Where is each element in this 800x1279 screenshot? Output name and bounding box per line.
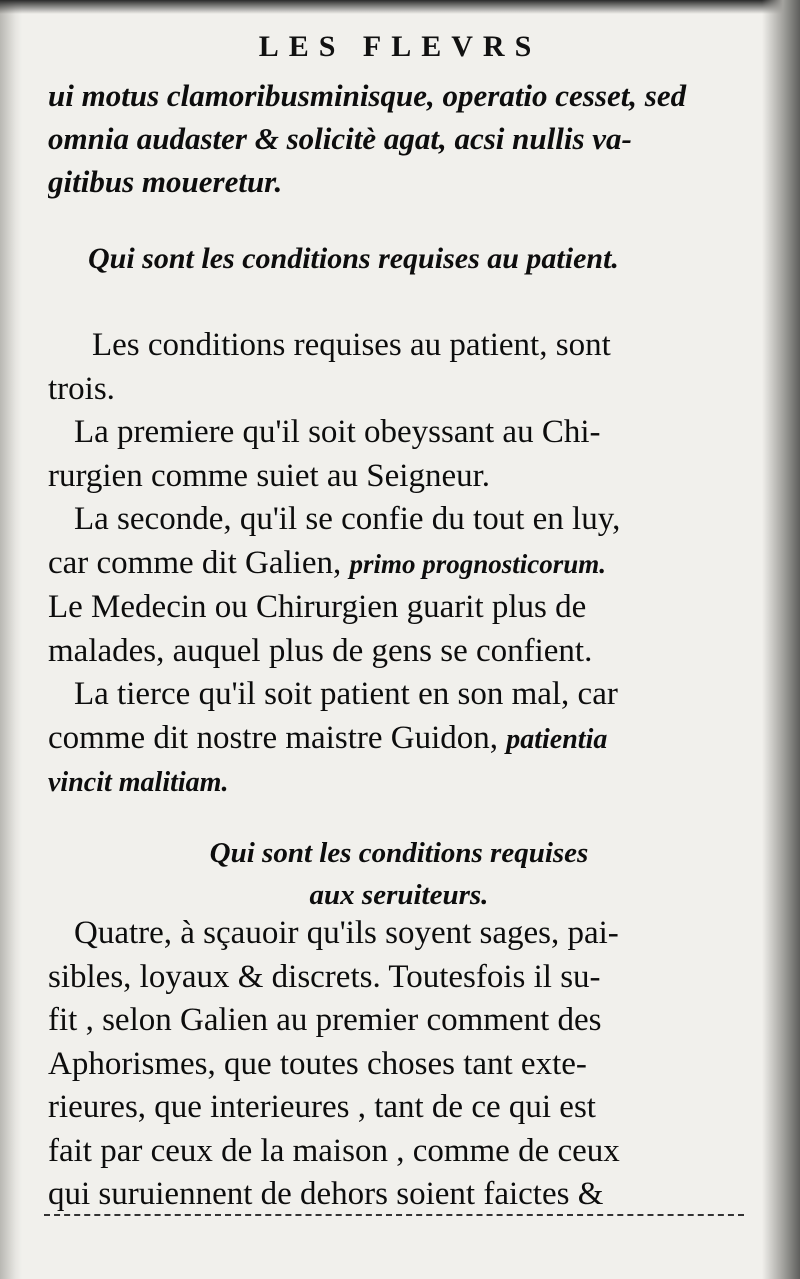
text-line: rurgien comme suiet au Seigneur.	[48, 457, 491, 494]
text-line: gitibus moueretur.	[48, 164, 283, 199]
text-line: Les conditions requises au patient, sont	[92, 327, 611, 363]
text-line: La seconde, qu'il se confie du tout en luy,	[74, 501, 621, 537]
text-line: sibles, loyaux & discrets. Toutesfois il su-	[48, 958, 601, 995]
text-line: La premiere qu'il soit obeyssant au Chi-	[74, 414, 601, 450]
latin-citation: primo prognosticorum.	[349, 548, 607, 579]
heading-line: Qui sont les conditions requises	[209, 837, 589, 869]
text-line: fit , selon Galien au premier comment des	[48, 1002, 602, 1038]
latin-paragraph	[48, 74, 750, 203]
text-line: ui motus clamoribusminisque, operatio cesset, sed	[48, 78, 687, 113]
text-line: omnia audaster & solicitè agat, acsi nullis va-	[48, 121, 632, 156]
text-line: qui suruiennent de dehors soient faictes &	[48, 1176, 604, 1212]
text-line: Le Medecin ou Chirurgien guarit plus de	[48, 589, 587, 625]
heading-line: aux seruiteurs.	[309, 879, 489, 911]
text-line: Aphorismes, que toutes choses tant exte-	[48, 1045, 587, 1082]
page-top-shadow	[0, 0, 800, 14]
text-segment: comme dit nostre maistre Guidon,	[48, 719, 507, 756]
text-line: La tierce qu'il soit patient en son mal, car	[74, 676, 618, 712]
text-line: malades, auquel plus de gens se confient.	[48, 632, 593, 669]
running-header: LES FLEVRS	[258, 30, 542, 63]
text-line: Quatre, à sçauoir qu'ils soyent sages, pai-	[74, 915, 619, 951]
text-line	[48, 542, 750, 587]
text-line: rieures, que interieures , tant de ce qui est	[48, 1089, 596, 1125]
text-line: fait par ceux de la maison , comme de ceux	[48, 1132, 620, 1169]
paragraph-serviteurs	[48, 912, 750, 1217]
text-line: trois.	[48, 370, 115, 407]
text-line	[48, 717, 750, 762]
latin-citation: patientia	[506, 723, 608, 755]
section-heading-patient: Qui sont les conditions requises au patient.	[88, 242, 619, 275]
bottom-print-rule	[44, 1214, 744, 1216]
text-segment: car comme dit Galien,	[48, 544, 350, 581]
section-heading-serviteurs	[48, 832, 750, 916]
text-line: vincit malitiam.	[48, 767, 229, 798]
paragraph-patient	[48, 324, 750, 805]
